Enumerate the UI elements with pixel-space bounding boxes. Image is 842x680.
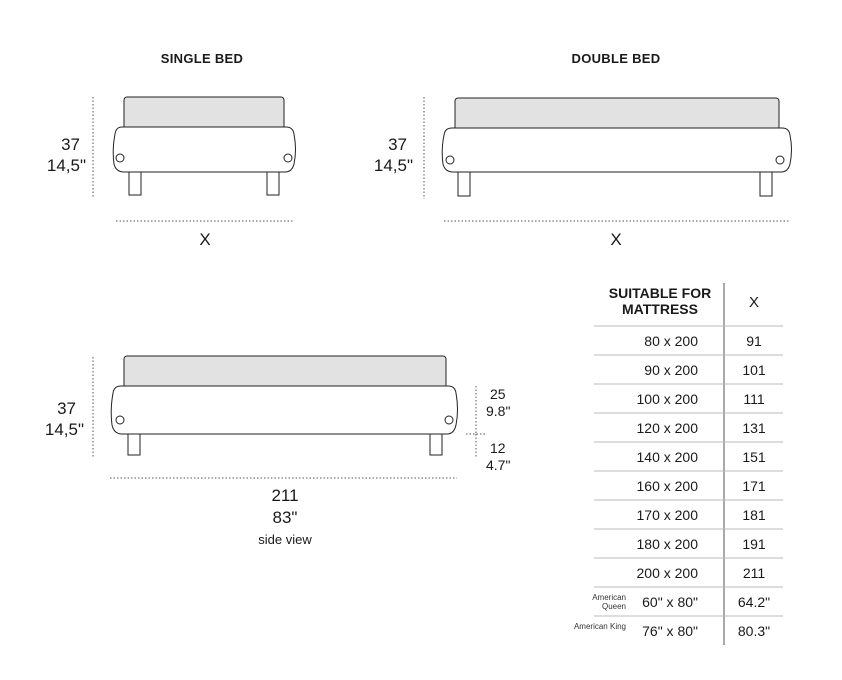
- table-cell-size: 90 x 200: [644, 362, 698, 378]
- table-cell-x: 101: [742, 362, 766, 378]
- double-knob-right: [776, 156, 784, 164]
- side-upper-in: 9.8": [486, 403, 511, 419]
- single-bed-width-label: X: [199, 230, 211, 249]
- table-cell-x: 191: [742, 536, 766, 552]
- side-headboard: [124, 356, 446, 388]
- single-knob-right: [284, 154, 292, 162]
- single-base: [113, 127, 295, 172]
- side-view-drawing: [93, 356, 486, 478]
- table-cell-size: 60" x 80": [642, 594, 698, 610]
- table-cell-size: 160 x 200: [636, 478, 698, 494]
- double-leg-right: [760, 172, 772, 196]
- side-knob-right: [445, 416, 453, 424]
- single-bed-height-cm: 37: [61, 135, 80, 154]
- table-header-right: X: [748, 294, 759, 311]
- single-bed-title: SINGLE BED: [160, 51, 244, 66]
- double-knob-left: [446, 156, 454, 164]
- double-bed-title: DOUBLE BED: [571, 51, 661, 66]
- double-leg-left: [458, 172, 470, 196]
- table-cell-size: 80 x 200: [644, 333, 698, 349]
- side-length-cm: 211: [271, 486, 299, 505]
- table-cell-x: 91: [746, 333, 762, 349]
- side-knob-left: [116, 416, 124, 424]
- table-cell-x: 151: [742, 449, 766, 465]
- side-base: [111, 386, 457, 434]
- single-bed-drawing: [93, 97, 296, 221]
- double-bed-height-cm: 37: [388, 135, 407, 154]
- single-bed-height-in: 14,5": [46, 156, 86, 175]
- side-height-cm: 37: [57, 399, 76, 418]
- table-cell-x: 131: [742, 420, 766, 436]
- double-bed-width-label: X: [610, 230, 622, 249]
- table-cell-x: 64.2": [737, 594, 771, 610]
- side-leg-left: [128, 434, 140, 455]
- single-leg-right: [267, 172, 279, 195]
- table-cell-size: 170 x 200: [636, 507, 698, 523]
- table-cell-size: 120 x 200: [636, 420, 698, 436]
- table-cell-x: 80.3": [737, 623, 771, 639]
- double-headboard: [455, 98, 779, 130]
- table-cell-size: 100 x 200: [636, 391, 698, 407]
- side-lower-cm: 12: [490, 440, 506, 456]
- table-cell-x: 171: [742, 478, 766, 494]
- table-cell-size: 180 x 200: [636, 536, 698, 552]
- single-knob-left: [116, 154, 124, 162]
- side-length-in: 83": [272, 508, 298, 527]
- side-lower-in: 4.7": [486, 457, 511, 473]
- table-header-left: SUITABLE FOR MATTRESS: [608, 285, 712, 317]
- table-cell-size: 140 x 200: [636, 449, 698, 465]
- double-bed-height-in: 14,5": [373, 156, 413, 175]
- table-cell-note: American Queen: [592, 593, 626, 611]
- table-cell-size: 76" x 80": [642, 623, 698, 639]
- side-height-in: 14,5": [44, 420, 84, 439]
- double-base: [442, 128, 791, 172]
- table-cell-x: 211: [742, 565, 766, 581]
- single-leg-left: [129, 172, 141, 195]
- double-bed-drawing: [424, 97, 792, 221]
- side-view-caption: side view: [258, 532, 312, 547]
- table-cell-x: 181: [742, 507, 766, 523]
- side-upper-cm: 25: [490, 386, 506, 402]
- side-leg-right: [430, 434, 442, 455]
- table-cell-x: 111: [743, 391, 765, 407]
- table-cell-size: 200 x 200: [636, 565, 698, 581]
- table-cell-note: American King: [573, 622, 626, 631]
- single-headboard: [124, 97, 284, 129]
